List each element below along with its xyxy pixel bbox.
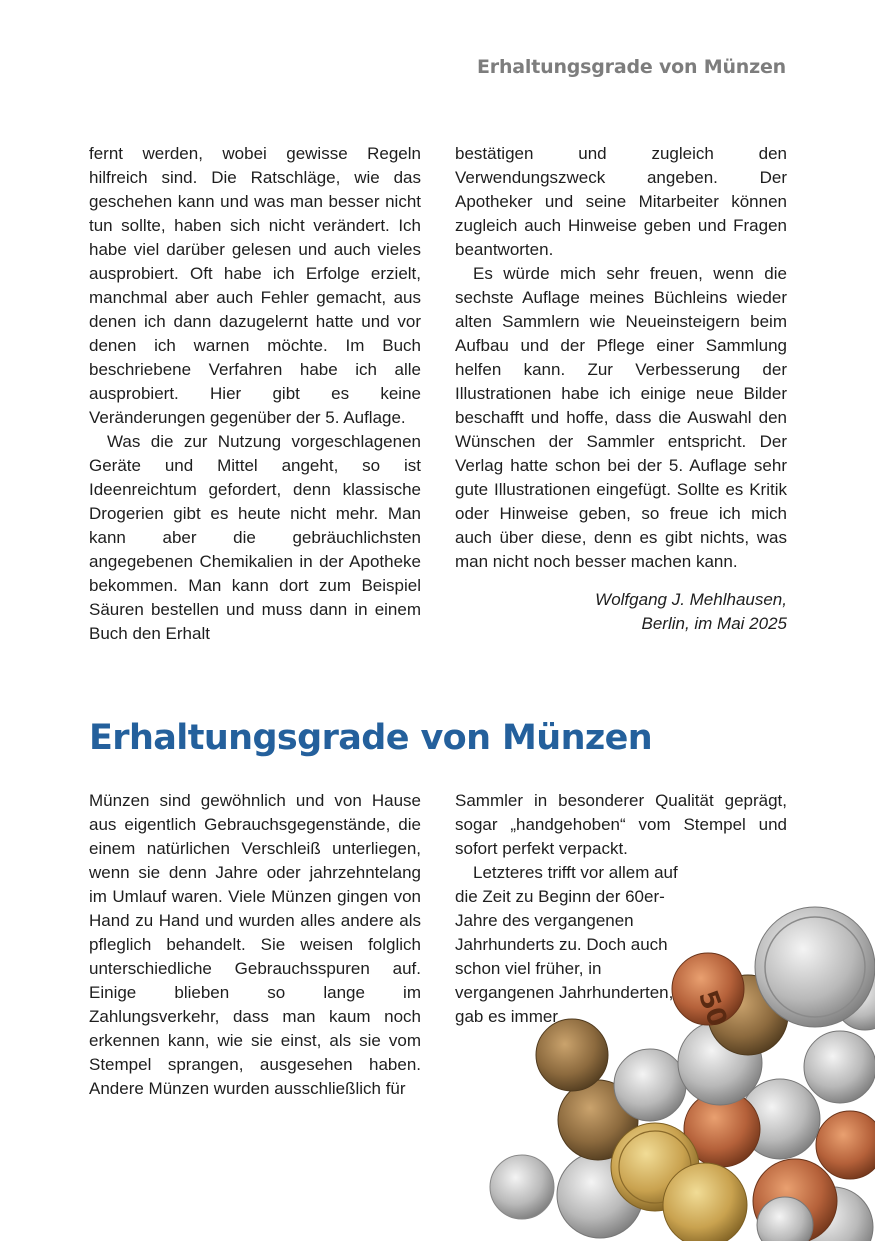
section-title: Erhaltungsgrade von Münzen (89, 718, 653, 758)
signature-place-date: Berlin, im Mai 2025 (641, 614, 787, 633)
paragraph: Es würde mich sehr freuen, wenn die sechste Auflage meines Büchleins wieder alten Sammlern wie Neueinsteigern beim Aufbau und der Pflege einer Sammlung helfen kann. Zur Verbesserung der Illustrationen habe ich einige neue Bilder beschafft und hoffe, dass die Auswahl den Wünschen der Sammler entspricht. Der Verlag hatte schon bei der 5. Auflage sehr gute Illustrationen eingefügt. Sollte es Kritik oder Hinweise geben, so freue ich mich auch über diese, denn es gibt nichts, was man nicht noch besser machen kann. (455, 264, 787, 571)
running-header: Erhaltungsgrade von Münzen (477, 56, 786, 78)
paragraph: Münzen sind gewöhnlich und von Hause aus eigentlich Gebrauchsgegenstände, die einem natürlichen Verschleiß unterliegen, wenn sie denn Jahre oder jahrzehntelang im Umlauf waren. Viele Münzen gingen von Hand zu Hand und wurden alles andere als pfleglich behandelt. Sie weisen folglich unterschiedliche Gebrauchsspuren auf. Einige blieben so lange im Zahlungsverkehr, dass man kaum noch erkennen kann, wie sie einst, als sie vom Stempel sprangen, ausgesehen haben. Andere Münzen wurden ausschließlich für (89, 791, 421, 1098)
foreword-column-left (89, 142, 421, 646)
coin-numeral: 50 (692, 986, 733, 1031)
paragraph: Was die zur Nutzung vorgeschlagenen Geräte und Mittel angeht, so ist Ideenreichtum gefordert, denn klassische Drogerien gibt es heute nicht mehr. Man kann aber die gebräuchlichsten angegebenen Chemikalien in der Apotheke bekommen. Man kann dort zum Beispiel Säuren bestellen und muss dann in einem Buch den Erhalt (89, 432, 421, 643)
paragraph: Sammler in besonderer Qualität geprägt, sogar „handgehoben“ vom Stempel und sofort perfekt verpackt. (455, 791, 787, 858)
paragraph: fernt werden, wobei gewisse Regeln hilfreich sind. Die Ratschläge, wie das geschehen kann und was man besser nicht tun sollte, haben sich nicht verändert. Ich habe viel darüber gelesen und auch vieles ausprobiert. Oft habe ich Erfolge erzielt, manchmal aber auch Fehler gemacht, aus denen ich dann dazugelernt hatte und vor denen ich warnen möchte. Im Buch beschriebene Verfahren habe ich alle ausprobiert. Hier gibt es keine Veränderungen gegenüber der 5. Auflage. (89, 144, 421, 427)
author-signature (455, 588, 787, 636)
paragraph: bestätigen und zugleich den Verwendungszweck angeben. Der Apotheker und seine Mitarbeiter können zugleich auch Hinweise geben und Fragen beantworten. (455, 144, 787, 259)
foreword-column-right (455, 142, 787, 636)
section-column-left (89, 789, 421, 1101)
author-name: Wolfgang J. Mehlhausen, (595, 590, 787, 609)
paragraph: Letzteres trifft vor allem auf die Zeit zu Beginn der 60er-Jahre des vergangenen Jahrhunderts zu. Doch auch schon viel früher, in vergangenen Jahrhunderten, gab es immer (455, 863, 678, 1026)
section-column-right (455, 789, 787, 1029)
